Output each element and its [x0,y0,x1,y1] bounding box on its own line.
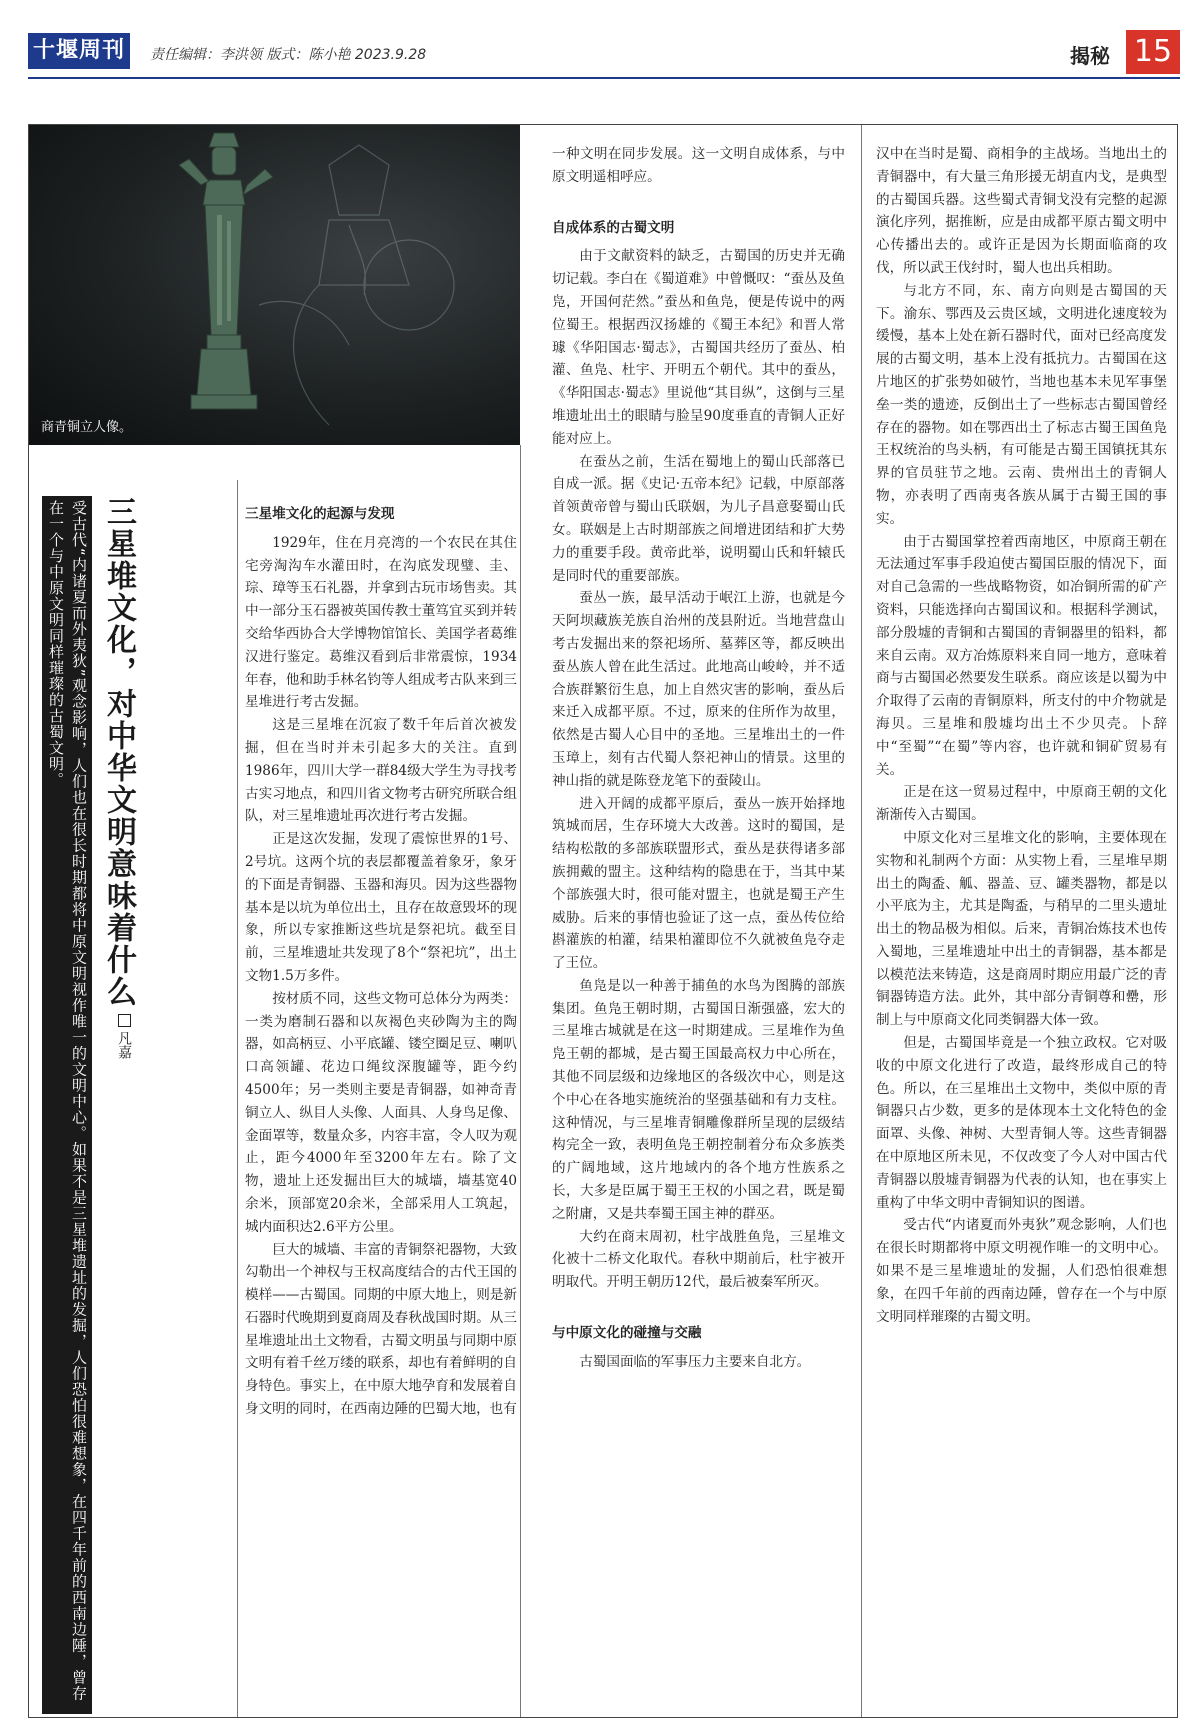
paragraph: 正是在这一贸易过程中，中原商王朝的文化渐渐传入古蜀国。 [876,784,1167,824]
paragraph: 受古代“内诸夏而外夷狄”观念影响，人们也在很长时期都将中原文明视作唯一的文明中心。如果不是三星堆遗址的发掘，人们恐怕很难想象，在四千年前的西南边陲，曾存在一个与中原文明同样璀璨的古蜀文明。 [876,1217,1167,1325]
paragraph: 这是三星堆在沉寂了数千年后首次被发掘，但在当时并未引起多大的关注。直到1986年，四川大学一群84级大学生为寻找考古实习地点，和四川省文物考古研究所联合组队，对三星堆遗址再次进行考古发掘。 [245,717,517,825]
author-byline [114,1014,134,1059]
paragraph: 中原文化对三星堆文化的影响，主要体现在实物和礼制两个方面：从实物上看，三星堆早期出土的陶盉、觚、器盖、豆、罐类器物，都是以小平底为主，尤其是陶盉，与稍早的二里头遗址出土的物品极为相似。后来，青铜冶炼技术也传入蜀地，三星堆遗址中出土的青铜器，基本都是以模范法来铸造，这是商周时期应用最广泛的青铜器铸造方法。此外，其中部分青铜尊和罍，形制上与中原商文化同类铜器大体一致。 [876,829,1167,1029]
paragraph: 汉中在当时是蜀、商相争的主战场。当地出土的青铜器中，有大量三角形援无胡直内戈，是典型的古蜀国兵器。这些蜀式青铜戈没有完整的起源演化序列，据推断，应是由成都平原古蜀文明中心传播出去的。或许正是因为长期面临商的攻伐，所以武王伐纣时，蜀人也出兵相助。 [876,146,1167,276]
paragraph: 正是这次发掘，发现了震惊世界的1号、2号坑。这两个坑的表层都覆盖着象牙，象牙的下面是青铜器、玉器和海贝。因为这些器物基本是以坑为单位出土，且存在故意毁坏的现象，所以专家推断这些坑是祭祀坑。截至目前，三星堆遗址共发现了8个“祭祀坑”，出土文物1.5万多件。 [245,831,517,984]
paragraph: 在蚕丛之前，生活在蜀地上的蜀山氏部落已自成一派。据《史记·五帝本纪》记载，中原部落首领黄帝曾与蜀山氏联姻，为儿子昌意娶蜀山氏女。联姻是上古时期部族之间增进团结和扩大势力的重要手段。黄帝此举，说明蜀山氏和轩辕氏是同时代的重要部族。 [552,453,845,584]
paragraph: 但是，古蜀国毕竟是一个独立政权。它对吸收的中原文化进行了改造，最终形成自己的特色。所以，在三星堆出土文物中，类似中原的青铜器只占少数，更多的是体现本土文化特色的金面罩、头像、神树、大型青铜人等。这些青铜器在中原地区所未见，不仅改变了今人对中国古代青铜器以殷墟青铜器为代表的认知，也在事实上重构了中华文明中青铜知识的图谱。 [876,1035,1167,1211]
paragraph: 蚕丛一族，最早活动于岷江上游，也就是今天阿坝藏族羌族自治州的茂县附近。当地营盘山考古发掘出来的祭祀场所、墓葬区等，都反映出蚕丛族人曾在此生活过。此地高山峻岭，并不适合族群繁衍生息，加上自然灾害的影响，蚕丛后来迁入成都平原。不过，原来的住所作为故里，依然是古蜀人心目中的圣地。三星堆出土的一件玉璋上，刻有古代蜀人祭祀神山的情景。这里的神山指的就是陈登龙笔下的蚕陵山。 [552,590,845,789]
section-heading: 三星堆文化的起源与发现 [245,506,395,522]
paragraph: 进入开阔的成都平原后，蚕丛一族开始择地筑城而居，生存环境大大改善。这时的蜀国，是结构松散的多部族联盟形式，蚕丛是获得诸多部族拥戴的盟主。这种结构的隐患在于，当其中某个部族强大时，很可能对盟主，也就是蜀王产生威胁。后来的事情也验证了这一点，蚕丛传位给斟灌族的柏灌，结果柏灌即位不久就被鱼凫夺走了王位。 [552,795,845,972]
lead-summary [42,496,92,1714]
paragraph: 由于古蜀国掌控着西南地区，中原商王朝在无法通过军事手段迫使古蜀国臣服的情况下，面对自己急需的一些战略物资，如冶铜所需的矿产资料，只能选择向古蜀国议和。根据科学测试，部分殷墟的青铜和古蜀国的青铜器里的铅料，都来自云南。双方冶炼原料来自同一地方，意味着商与古蜀国必然要发生联系。商应该是以蜀为中介取得了云南的青铜原料，所支付的中介物就是海贝。三星堆和殷墟均出土不少贝壳。卜辞中“至蜀”“在蜀”等内容，也许就和铜矿贸易有关。 [876,533,1167,778]
lead-text: 受古代“内诸夏而外夷狄”观念影响，人们也在很长时期都将中原文明视作唯一的文明中心。如果不是三星堆遗址的发掘，人们恐怕很难想象，在四千年前的西南边陲，曾存在一个与中原文明同样璀璨的古蜀文明。 [47,500,88,1702]
photo-caption: 商青铜立人像。 [41,420,133,435]
byline-box-icon [118,1014,131,1027]
column-divider [861,125,862,1717]
paragraph: 按材质不同，这些文物可总体分为两类：一类为磨制石器和以灰褐色夹砂陶为主的陶器，如高柄豆、小平底罐、镂空圈足豆、喇叭口高领罐、花边口绳纹深腹罐等，距今约4500年；另一类则主要是青铜器，如神奇青铜立人、纵目人头像、人面具、人身鸟足像、金面罩等，数量众多，内容丰富，令人叹为观止，距今4000年至3200年左右。除了文物，遗址上还发掘出巨大的城墙，墙基宽40余米，顶部宽20余米，全部采用人工筑起，城内面积达2.6平方公里。 [245,990,517,1235]
section-heading: 自成体系的古蜀文明 [552,219,675,236]
paragraph: 一种文明在同步发展。这一文明自成体系，与中原文明遥相呼应。 [552,146,845,185]
page-number: 15 [1126,30,1180,74]
column-divider [237,480,238,1717]
text-column-2 [552,143,845,1374]
paragraph: 古蜀国面临的军事压力主要来自北方。 [579,1353,811,1370]
paragraph: 巨大的城墙、丰富的青铜祭祀器物，大致勾勒出一个神权与王权高度结合的古代王国的模样——古蜀国。同期的中原大地上，则是新石器时代晚期到夏商周及春秋战国时期。从三星堆遗址出土文物看，古蜀文明虽与同期中原文明有着千丝万缕的联系，却也有着鲜明的自身特色。事实上，在中原大地孕育和发展着自身文明的同时，在西南边陲的巴蜀大地，也有 [245,1241,517,1418]
text-column-1 [245,493,517,1421]
paragraph: 鱼凫是以一种善于捕鱼的水鸟为图腾的部族集团。鱼凫王朝时期，古蜀国日渐强盛，宏大的三星堆古城就是在这一时期建成。三星堆作为鱼凫王朝的都城，是古蜀王国最高权力中心所在，其他不同层级和边缘地区的各级次中心，则是这个中心在各地实施统治的坚强基础和有力支柱。这种情况，与三星堆青铜雕像群所呈现的层级结构完全一致，表明鱼凫王朝控制着分布众多族类的广阔地域，这片地域内的各个地方性族系之长，大多是臣属于蜀王王权的小国之君，既是蜀之附庸，又是共奉蜀王国主神的群巫。 [552,977,845,1222]
author-name: 凡嘉 [116,1031,132,1059]
bronze-figure-illustration [29,125,520,445]
paragraph: 由于文献资料的缺乏，古蜀国的历史并无确切记载。李白在《蜀道难》中曾慨叹：“蚕丛及鱼凫，开国何茫然。”蚕丛和鱼凫，便是传说中的两位蜀王。根据西汉扬雄的《蜀王本纪》和晋人常璩《华阳国志·蜀志》，古蜀国共经历了蚕丛、柏灌、鱼凫、杜宇、开明五个朝代。其中的蚕丛，《华阳国志·蜀志》里说他“其目纵”，这倒与三星堆遗址出土的眼睛与脸呈90度垂直的青铜人正好能对应上。 [552,248,845,447]
editor-line: 责任编辑：李洪领 版式：陈小艳 2023.9.28 [150,47,427,63]
column-divider [520,445,521,1717]
header-rule [28,77,1180,79]
article-title: 三星堆文化，对中华文明意味着什么 [101,496,136,1008]
section-heading: 与中原文化的碰撞与交融 [552,1325,702,1342]
masthead [28,30,1180,75]
paragraph: 与北方不同，东、南方向则是古蜀国的天下。渝东、鄂西及云贵区域，文明进化速度较为缓慢，基本上处在新石器时代，面对已经高度发展的古蜀文明，基本上没有抵抗力。古蜀国在这片地区的扩张势如破竹，当地也基本未见军事堡垒一类的遗迹，反倒出土了一些标志古蜀国曾经存在的器物。如在鄂西出土了标志古蜀王国鱼凫王权统治的鸟头柄，有可能是古蜀王国镇抚其东界的官员驻节之地。云南、贵州出土的青铜人物，亦表明了西南夷各族从属于古蜀王国的事实。 [876,282,1167,527]
section-title: 揭秘 [1070,44,1110,68]
newspaper-logo [28,33,130,69]
logo-text: 十堰周刊 [32,38,125,63]
text-column-3 [876,143,1167,1328]
paragraph: 大约在商末周初，杜宇战胜鱼凫，三星堆文化被十二桥文化取代。春秋中期前后，杜宇被开明取代。开明王朝历12代，最后被秦军所灭。 [552,1228,845,1291]
bronze-statue-photo [29,125,520,445]
paragraph: 1929年，住在月亮湾的一个农民在其住宅旁淘沟车水灌田时，在沟底发现璧、圭、琮、璋等玉石礼器，并拿到古玩市场售卖。其中一部分玉石器被英国传教士董笃宜买到并转交给华西协合大学博物馆馆长、美国学者葛维汉进行鉴定。葛维汉看到后非常震惊，1934年春，他和助手林名钧等人组成考古队来到三星堆进行考古发掘。 [245,534,517,711]
